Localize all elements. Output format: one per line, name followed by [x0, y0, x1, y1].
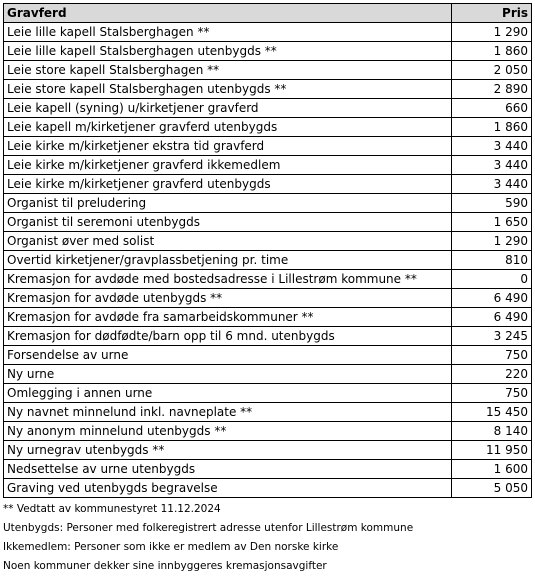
service-cell: Kremasjon for dødfødte/barn opp til 6 mnd. utenbygds — [4, 327, 452, 346]
service-cell: Ny anonym minnelund utenbygds ** — [4, 422, 452, 441]
price-cell: 3 245 — [452, 327, 532, 346]
price-cell: 750 — [452, 384, 532, 403]
service-cell: Kremasjon for avdøde utenbygds ** — [4, 289, 452, 308]
price-cell: 660 — [452, 99, 532, 118]
service-cell: Organist øver med solist — [4, 232, 452, 251]
service-cell: Leie lille kapell Stalsberghagen ** — [4, 23, 452, 42]
price-table — [3, 3, 532, 498]
service-cell: Leie lille kapell Stalsberghagen utenbygds ** — [4, 42, 452, 61]
table-row — [4, 118, 532, 137]
service-cell: Leie store kapell Stalsberghagen ** — [4, 61, 452, 80]
price-cell: 6 490 — [452, 308, 532, 327]
footnotes — [3, 500, 531, 576]
price-cell: 2 890 — [452, 80, 532, 99]
header-row — [4, 4, 532, 23]
table-row — [4, 365, 532, 384]
price-list — [3, 3, 531, 576]
table-row — [4, 346, 532, 365]
table-row — [4, 194, 532, 213]
header-service: Gravferd — [4, 4, 452, 23]
table-row — [4, 441, 532, 460]
price-cell: 3 440 — [452, 156, 532, 175]
price-cell: 1 290 — [452, 23, 532, 42]
service-cell: Ny urne — [4, 365, 452, 384]
footnote: ** Vedtatt av kommunestyret 11.12.2024 — [3, 503, 221, 515]
table-row — [4, 422, 532, 441]
service-cell: Organist til preludering — [4, 194, 452, 213]
service-cell: Organist til seremoni utenbygds — [4, 213, 452, 232]
header-price: Pris — [452, 4, 532, 23]
table-row — [4, 460, 532, 479]
table-row — [4, 213, 532, 232]
price-cell: 8 140 — [452, 422, 532, 441]
table-row — [4, 137, 532, 156]
table-row — [4, 403, 532, 422]
table-row — [4, 289, 532, 308]
price-cell: 750 — [452, 346, 532, 365]
price-cell: 0 — [452, 270, 532, 289]
table-row — [4, 42, 532, 61]
table-row — [4, 327, 532, 346]
price-cell: 220 — [452, 365, 532, 384]
price-cell: 1 860 — [452, 42, 532, 61]
footnote: Ikkemedlem: Personer som ikke er medlem av Den norske kirke — [3, 541, 339, 553]
price-cell: 1 650 — [452, 213, 532, 232]
table-row — [4, 99, 532, 118]
price-cell: 3 440 — [452, 175, 532, 194]
table-row — [4, 479, 532, 498]
footnote: Noen kommuner dekker sine innbyggeres kremasjonsavgifter — [3, 560, 327, 572]
table-row — [4, 384, 532, 403]
service-cell: Omlegging i annen urne — [4, 384, 452, 403]
table-row — [4, 175, 532, 194]
price-cell: 810 — [452, 251, 532, 270]
price-cell: 15 450 — [452, 403, 532, 422]
service-cell: Graving ved utenbygds begravelse — [4, 479, 452, 498]
table-row — [4, 23, 532, 42]
table-row — [4, 61, 532, 80]
table-row — [4, 232, 532, 251]
service-cell: Ny urnegrav utenbygds ** — [4, 441, 452, 460]
table-row — [4, 156, 532, 175]
price-cell: 1 290 — [452, 232, 532, 251]
service-cell: Leie kapell (syning) u/kirketjener gravferd — [4, 99, 452, 118]
service-cell: Leie kirke m/kirketjener ekstra tid gravferd — [4, 137, 452, 156]
service-cell: Kremasjon for avdøde fra samarbeidskommuner ** — [4, 308, 452, 327]
table-row — [4, 251, 532, 270]
price-cell: 6 490 — [452, 289, 532, 308]
service-cell: Kremasjon for avdøde med bostedsadresse i Lillestrøm kommune ** — [4, 270, 452, 289]
service-cell: Leie kirke m/kirketjener gravferd utenbygds — [4, 175, 452, 194]
table-row — [4, 308, 532, 327]
price-cell: 2 050 — [452, 61, 532, 80]
table-row — [4, 270, 532, 289]
table-row — [4, 80, 532, 99]
price-cell: 590 — [452, 194, 532, 213]
service-cell: Leie store kapell Stalsberghagen utenbygds ** — [4, 80, 452, 99]
service-cell: Leie kirke m/kirketjener gravferd ikkemedlem — [4, 156, 452, 175]
service-cell: Leie kapell m/kirketjener gravferd utenbygds — [4, 118, 452, 137]
price-cell: 1 600 — [452, 460, 532, 479]
price-cell: 5 050 — [452, 479, 532, 498]
price-cell: 1 860 — [452, 118, 532, 137]
service-cell: Forsendelse av urne — [4, 346, 452, 365]
footnote: Utenbygds: Personer med folkeregistrert adresse utenfor Lillestrøm kommune — [3, 522, 414, 534]
table-body — [4, 23, 532, 498]
service-cell: Overtid kirketjener/gravplassbetjening pr. time — [4, 251, 452, 270]
price-cell: 3 440 — [452, 137, 532, 156]
service-cell: Nedsettelse av urne utenbygds — [4, 460, 452, 479]
price-cell: 11 950 — [452, 441, 532, 460]
service-cell: Ny navnet minnelund inkl. navneplate ** — [4, 403, 452, 422]
